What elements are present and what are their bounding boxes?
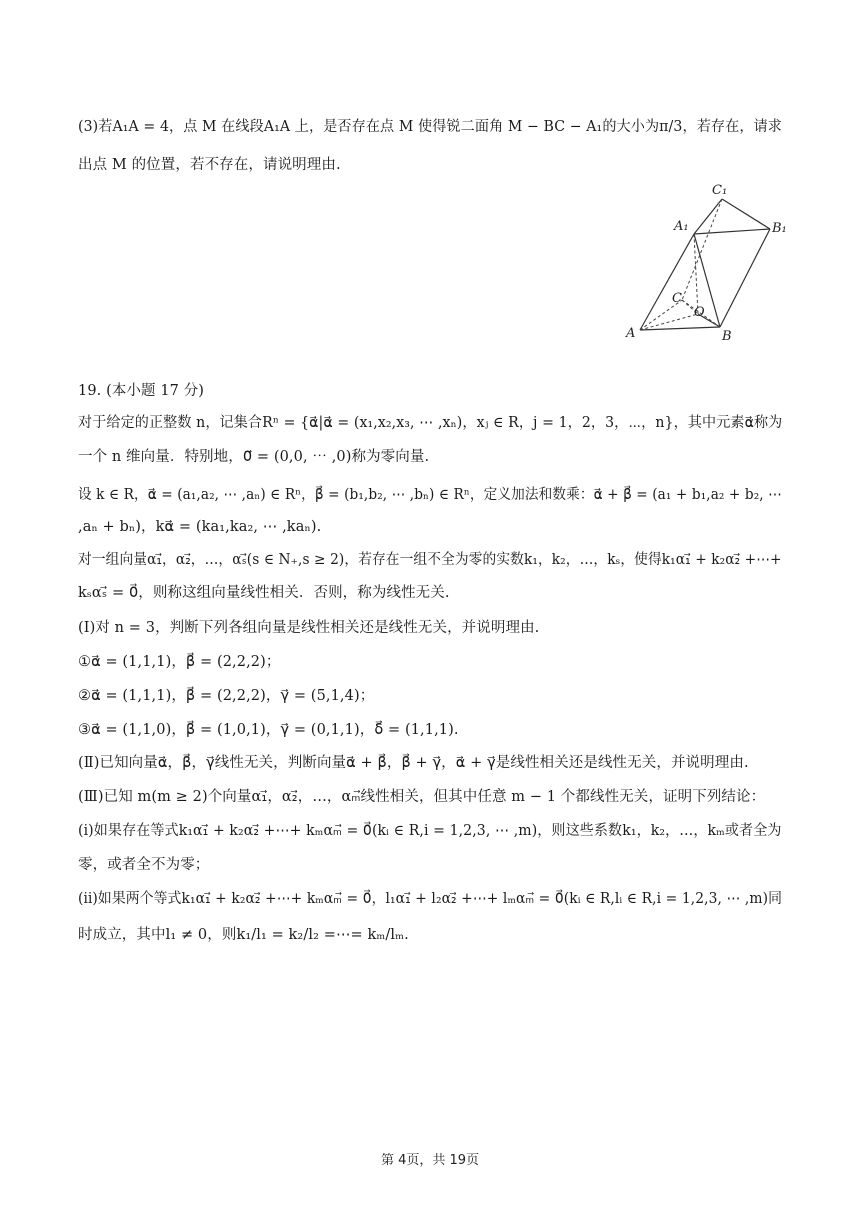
q19-sub-i-line1: (ⅰ)如果存在等式k₁α₁⃗ + k₂α₂⃗ +⋯+ kₘαₘ⃗ = 0⃗(kᵢ ∈ R,i = 1,2,3, ⋯ ,m)，则这些系数k₁，k₂，…，kₘ或者全为 [78, 823, 782, 839]
q19-p2-line2: ,aₙ + bₙ)，kα⃗ = (ka₁,ka₂, ⋯ ,kaₙ). [78, 519, 322, 535]
q19-sub-i-line2: 零，或者全不为零； [78, 857, 210, 873]
edge-C1-B1 [722, 199, 770, 229]
label-A1: A₁ [674, 219, 689, 234]
edge-A1-C1 [694, 199, 722, 234]
q19-p2-line1: 设 k ∈ R，α⃗ = (a₁,a₂, ⋯ ,aₙ) ∈ Rⁿ，β⃗ = (b₁,b₂, ⋯ ,bₙ) ∈ Rⁿ，定义加法和数乘：α⃗ + β⃗ = (a₁ + b₁,a₂ + b₂, ⋯ [78, 487, 782, 503]
edge-A1-A [640, 234, 694, 330]
label-B: B [722, 329, 732, 342]
q19-item-3: ③α⃗ = (1,1,0)，β⃗ = (1,0,1)，γ⃗ = (0,1,1)，δ⃗ = (1,1,1). [78, 722, 459, 738]
label-C: C [672, 291, 682, 306]
label-A: A [626, 326, 636, 341]
q19-p3-line1: 对一组向量α₁⃗，α₂⃗，…，αₛ⃗(s ∈ N₊,s ≥ 2)，若存在一组不全为零的实数k₁，k₂，…，kₛ，使得k₁α₁⃗ + k₂α₂⃗ +⋯+ [78, 552, 782, 568]
label-O: O [694, 305, 705, 320]
q19-part-I: (Ⅰ)对 n = 3，判断下列各组向量是线性相关还是线性无关，并说明理由. [78, 620, 540, 636]
q18-part3-line2: 出点 M 的位置，若不存在，请说明理由. [78, 157, 341, 173]
prism-figure [620, 182, 790, 342]
edge-B1-B [720, 229, 770, 327]
edge-A-B [640, 327, 720, 330]
q19-sub-ii-line1: (ⅱ)如果两个等式k₁α₁⃗ + k₂α₂⃗ +⋯+ kₘαₘ⃗ = 0⃗，l₁α₁⃗ + l₂α₂⃗ +⋯+ lₘαₘ⃗ = 0⃗(kᵢ ∈ R,lᵢ ∈ R,i = 1,2,3, ⋯ ,m)同 [78, 891, 783, 907]
edge-A1-B1 [694, 229, 770, 234]
label-B1: B₁ [772, 221, 787, 236]
q19-part-III: (Ⅲ)已知 m(m ≥ 2)个向量α₁⃗，α₂⃗，…，αₘ⃗线性相关，但其中任意 m − 1 个都线性无关，证明下列结论： [78, 789, 766, 805]
q19-part-II: (Ⅱ)已知向量α⃗，β⃗，γ⃗线性无关，判断向量α⃗ + β⃗，β⃗ + γ⃗，α⃗ + γ⃗是线性相关还是线性无关，并说明理由. [78, 755, 749, 771]
q19-item-1: ①α⃗ = (1,1,1)，β⃗ = (2,2,2)； [78, 654, 281, 670]
q19-sub-ii-line2: 时成立，其中l₁ ≠ 0，则k₁/l₁ = k₂/l₂ =⋯= kₘ/lₘ. [78, 927, 409, 943]
q18-part3-line1: (3)若A₁A = 4，点 M 在线段A₁A 上，是否存在点 M 使得锐二面角 M − BC − A₁的大小为π/3，若存在，请求 [78, 119, 783, 135]
page-footer: 第 4页，共 19页 [380, 1153, 480, 1168]
q19-header: 19. (本小题 17 分) [78, 383, 205, 399]
q19-item-2: ②α⃗ = (1,1,1)，β⃗ = (2,2,2)，γ⃗ = (5,1,4)； [78, 688, 375, 704]
label-C1: C₁ [712, 183, 728, 198]
q19-p1-line2: 一个 n 维向量．特别地，0⃗ = (0,0, ⋯ ,0)称为零向量. [78, 449, 430, 465]
edge-C1-C [682, 199, 722, 300]
q19-p1-line1: 对于给定的正整数 n，记集合Rⁿ = {α⃗|α⃗ = (x₁,x₂,x₃, ⋯ ,xₙ)，xⱼ ∈ R，j = 1，2，3，⋯，n}，其中元素α⃗称为 [78, 415, 783, 431]
q19-p3-line2: kₛαₛ⃗ = 0⃗，则称这组向量线性相关．否则，称为线性无关. [78, 585, 450, 601]
